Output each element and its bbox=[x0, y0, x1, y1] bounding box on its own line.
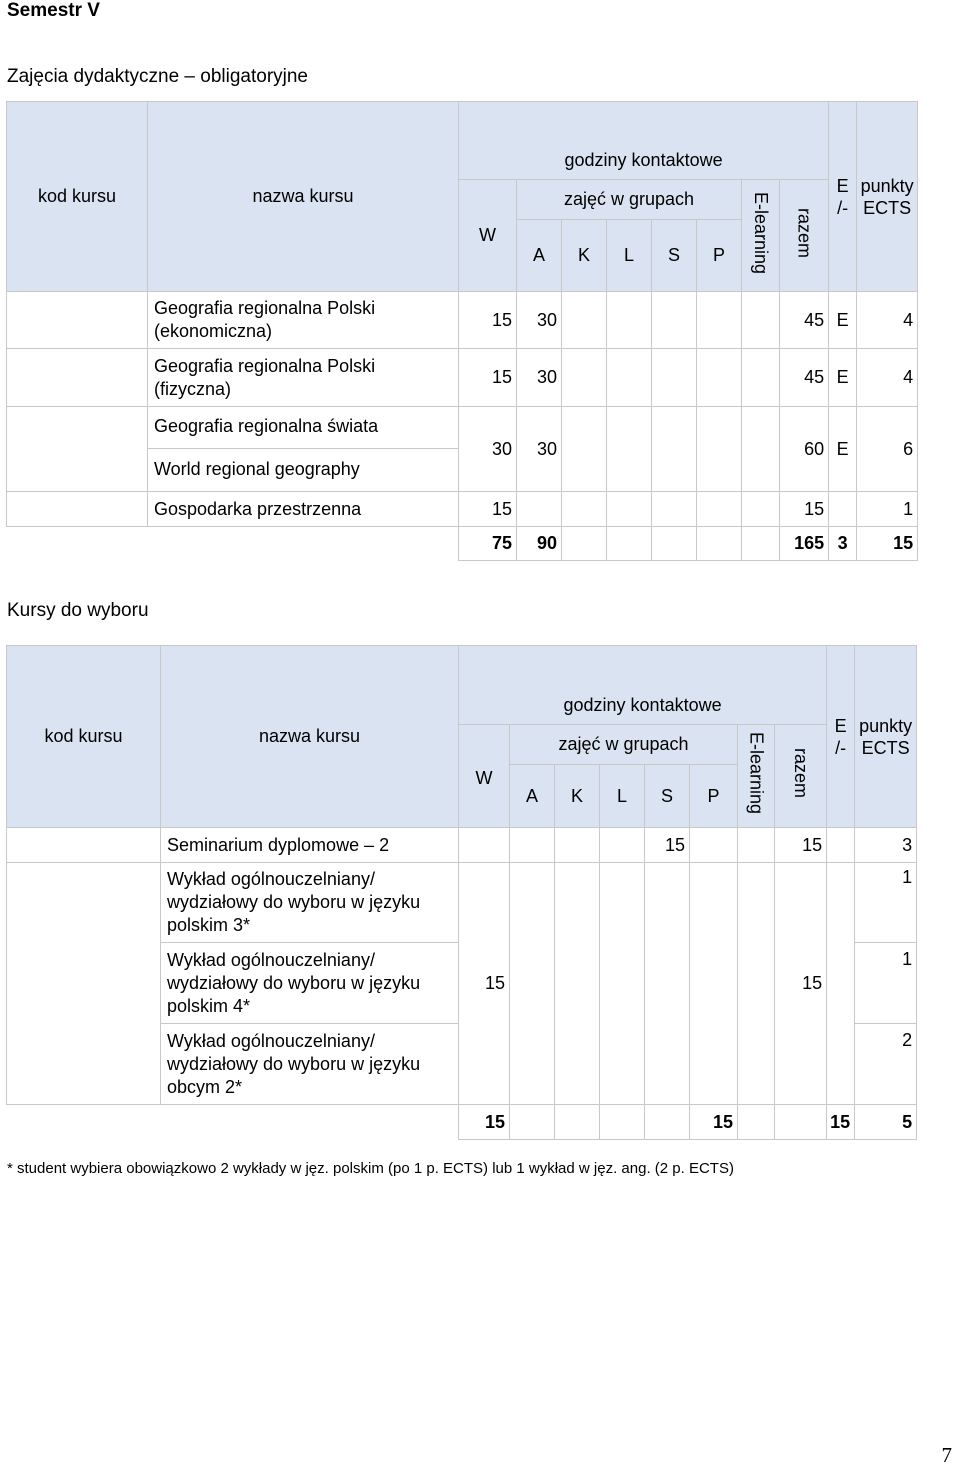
total-e: 3 bbox=[829, 527, 857, 561]
header-elearning: E-learning bbox=[742, 180, 780, 292]
header-nazwa-kursu: nazwa kursu bbox=[148, 102, 459, 292]
header-k: K bbox=[555, 765, 600, 828]
header-punkty-ects: punkty ECTS bbox=[857, 102, 918, 292]
obligatory-courses-table bbox=[6, 101, 918, 561]
section-title-obligatory: Zajęcia dydaktyczne – obligatoryjne bbox=[7, 66, 309, 87]
total-w: 75 bbox=[459, 527, 517, 561]
course-name: Gospodarka przestrzenna bbox=[148, 492, 459, 527]
total-a: 90 bbox=[517, 527, 562, 561]
header-s: S bbox=[652, 220, 697, 292]
total-s: 15 bbox=[690, 1105, 738, 1140]
total-row bbox=[7, 527, 918, 561]
course-name: Geografia regionalna świata World regional geography bbox=[148, 407, 459, 492]
header-s: S bbox=[645, 765, 690, 828]
cell-w: 15 bbox=[459, 492, 517, 527]
table-row bbox=[7, 828, 917, 863]
header-kod-kursu: kod kursu bbox=[7, 646, 161, 828]
header-w: W bbox=[459, 725, 510, 828]
course-name: Seminarium dyplomowe – 2 bbox=[161, 828, 459, 863]
course-name: Geografia regionalna Polski (ekonomiczna) bbox=[148, 292, 459, 349]
page-number: 7 bbox=[941, 1443, 952, 1467]
header-kod-kursu: kod kursu bbox=[7, 102, 148, 292]
header-zajec-w-grupach: zajęć w grupach bbox=[510, 725, 738, 765]
cell-e: E bbox=[829, 407, 857, 492]
cell-w: 15 bbox=[459, 863, 510, 1105]
header-razem: razem bbox=[775, 725, 827, 828]
cell-a: 30 bbox=[517, 292, 562, 349]
header-nazwa-kursu: nazwa kursu bbox=[161, 646, 459, 828]
header-p: P bbox=[690, 765, 738, 828]
total-ects: 5 bbox=[855, 1105, 917, 1140]
cell-ects: 4 bbox=[857, 292, 918, 349]
table-row bbox=[7, 407, 918, 492]
header-godziny-kontaktowe: godziny kontaktowe bbox=[459, 646, 827, 725]
header-l: L bbox=[607, 220, 652, 292]
cell-razem: 45 bbox=[780, 349, 829, 407]
cell-w: 15 bbox=[459, 349, 517, 407]
cell-e: E bbox=[829, 292, 857, 349]
header-zajec-w-grupach: zajęć w grupach bbox=[517, 180, 742, 220]
total-row bbox=[7, 1105, 917, 1140]
cell-razem: 45 bbox=[780, 292, 829, 349]
cell-ects: 1 bbox=[855, 943, 917, 1024]
cell-razem: 15 bbox=[780, 492, 829, 527]
table-row bbox=[7, 292, 918, 349]
cell-e: E bbox=[829, 349, 857, 407]
total-razem: 15 bbox=[827, 1105, 855, 1140]
semester-title: Semestr V bbox=[7, 0, 100, 21]
cell-razem: 15 bbox=[775, 863, 827, 1105]
cell-razem: 60 bbox=[780, 407, 829, 492]
course-name: Geografia regionalna Polski (fizyczna) bbox=[148, 349, 459, 407]
total-razem: 165 bbox=[780, 527, 829, 561]
header-a: A bbox=[510, 765, 555, 828]
cell-ects: 6 bbox=[857, 407, 918, 492]
header-egzamin: E /- bbox=[829, 102, 857, 292]
footnote: * student wybiera obowiązkowo 2 wykłady w jęz. polskim (po 1 p. ECTS) lub 1 wykład w jęz. ang. (2 p. ECTS) bbox=[7, 1160, 734, 1177]
table-row bbox=[7, 349, 918, 407]
header-punkty-ects: punkty ECTS bbox=[855, 646, 917, 828]
header-elearning: E-learning bbox=[738, 725, 775, 828]
cell-w: 30 bbox=[459, 407, 517, 492]
header-godziny-kontaktowe: godziny kontaktowe bbox=[459, 102, 829, 180]
section-title-elective: Kursy do wyboru bbox=[7, 600, 149, 621]
cell-ects: 1 bbox=[855, 863, 917, 943]
header-w: W bbox=[459, 180, 517, 292]
elective-courses-table bbox=[6, 645, 917, 1140]
table-row bbox=[7, 492, 918, 527]
header-k: K bbox=[562, 220, 607, 292]
course-name: Wykład ogólnouczelniany/ wydziałowy do wyboru w języku polskim 4* bbox=[161, 943, 459, 1024]
course-name: Wykład ogólnouczelniany/ wydziałowy do wyboru w języku obcym 2* bbox=[161, 1024, 459, 1105]
header-p: P bbox=[697, 220, 742, 292]
cell-razem: 15 bbox=[775, 828, 827, 863]
cell-ects: 4 bbox=[857, 349, 918, 407]
cell-a: 30 bbox=[517, 349, 562, 407]
total-w: 15 bbox=[459, 1105, 510, 1140]
total-ects: 15 bbox=[857, 527, 918, 561]
header-razem: razem bbox=[780, 180, 829, 292]
cell-ects: 2 bbox=[855, 1024, 917, 1105]
header-l: L bbox=[600, 765, 645, 828]
cell-ects: 1 bbox=[857, 492, 918, 527]
header-a: A bbox=[517, 220, 562, 292]
table-row bbox=[7, 863, 917, 943]
cell-s: 15 bbox=[645, 828, 690, 863]
cell-a: 30 bbox=[517, 407, 562, 492]
header-egzamin: E /- bbox=[827, 646, 855, 828]
cell-ects: 3 bbox=[855, 828, 917, 863]
cell-w: 15 bbox=[459, 292, 517, 349]
course-name: Wykład ogólnouczelniany/ wydziałowy do wyboru w języku polskim 3* bbox=[161, 863, 459, 943]
